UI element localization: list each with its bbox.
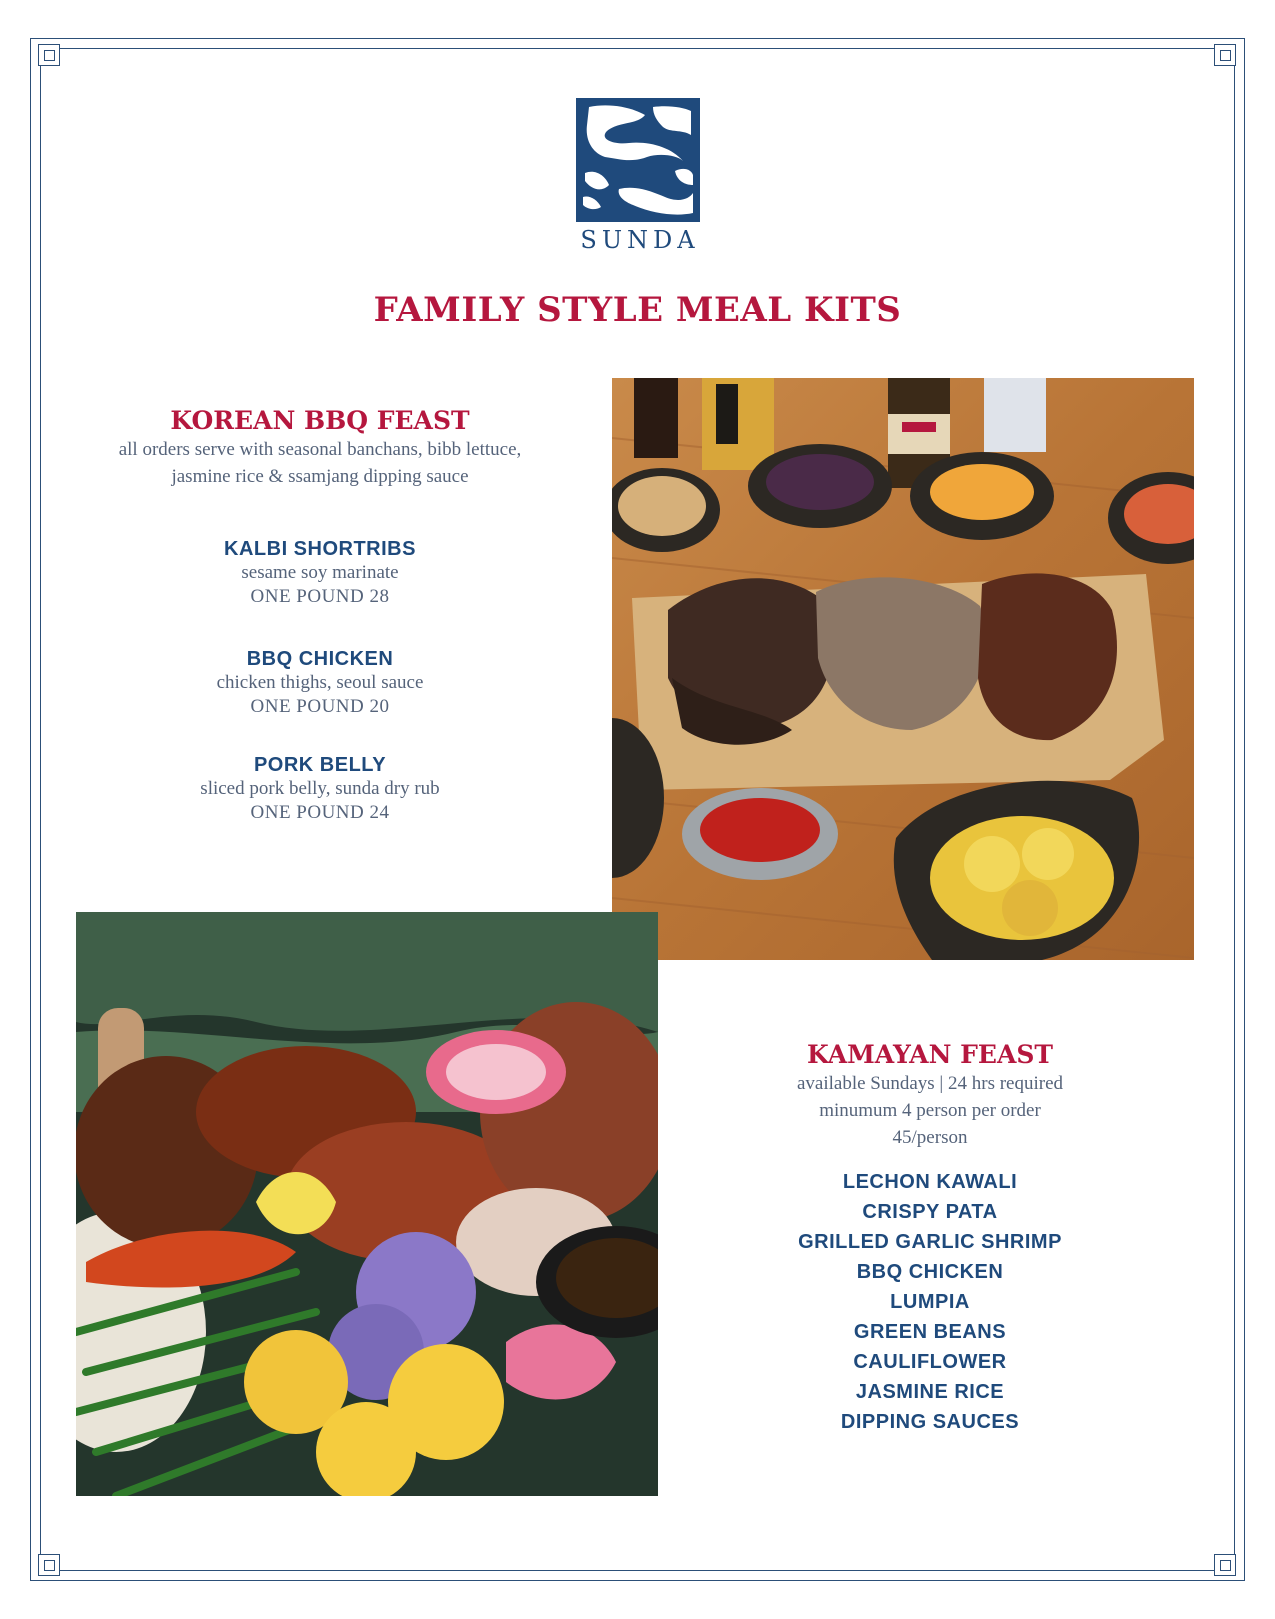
corner-ornament-top-right: [1214, 44, 1236, 66]
kamayan-item: BBQ CHICKEN: [856, 1261, 1004, 1283]
kamayan-item: CAULIFLOWER: [853, 1351, 1007, 1373]
kamayan-item: DIPPING SAUCES: [840, 1411, 1020, 1433]
korean-bbq-title: KOREAN BBQ FEAST: [170, 406, 470, 435]
menu-item-kalbi-shortribs: [70, 538, 570, 609]
corner-ornament-bottom-left: [38, 1554, 60, 1576]
menu-item-name: KALBI SHORTRIBS: [224, 538, 416, 560]
menu-item-bbq-chicken: [70, 648, 570, 719]
corner-ornament-top-left: [38, 44, 60, 66]
menu-item-description: chicken thighs, seoul sauce: [216, 672, 424, 693]
kamayan-availability: available Sundays | 24 hrs required: [796, 1073, 1064, 1094]
kamayan-item: LUMPIA: [890, 1291, 970, 1313]
korean-bbq-description-line-2: jasmine rice & ssamjang dipping sauce: [171, 466, 469, 487]
kamayan-item: GREEN BEANS: [853, 1321, 1007, 1343]
menu-item-price: ONE POUND 28: [250, 586, 390, 607]
kamayan-price: 45/person: [892, 1127, 968, 1148]
kamayan-feast-photo: [76, 912, 658, 1496]
menu-item-price: ONE POUND 24: [250, 802, 390, 823]
menu-item-pork-belly: [70, 754, 570, 825]
menu-item-description: sesame soy marinate: [241, 562, 399, 583]
korean-bbq-photo: [612, 378, 1194, 960]
kamayan-feast-title: KAMAYAN FEAST: [807, 1040, 1053, 1069]
menu-item-name: PORK BELLY: [253, 754, 387, 776]
menu-item-description: sliced pork belly, sunda dry rub: [200, 778, 440, 799]
kamayan-feast-section: [670, 1040, 1190, 1150]
logo-wordmark: SUNDA: [580, 226, 700, 254]
menu-item-name: BBQ CHICKEN: [246, 648, 394, 670]
korean-bbq-description-line-1: all orders serve with seasonal banchans, bibb lettuce,: [118, 439, 522, 460]
kamayan-minimum: minumum 4 person per order: [819, 1100, 1041, 1121]
kamayan-item: CRISPY PATA: [862, 1201, 998, 1223]
corner-ornament-bottom-right: [1214, 1554, 1236, 1576]
kamayan-item: LECHON KAWALI: [842, 1171, 1018, 1193]
sunda-logo-icon: [576, 98, 700, 222]
kamayan-item: JASMINE RICE: [855, 1381, 1005, 1403]
kamayan-item-list: [670, 1167, 1190, 1437]
menu-item-price: ONE POUND 20: [250, 696, 390, 717]
korean-bbq-section: [70, 406, 570, 489]
kamayan-item: GRILLED GARLIC SHRIMP: [798, 1231, 1062, 1253]
page-title: FAMILY STYLE MEAL KITS: [373, 290, 902, 330]
